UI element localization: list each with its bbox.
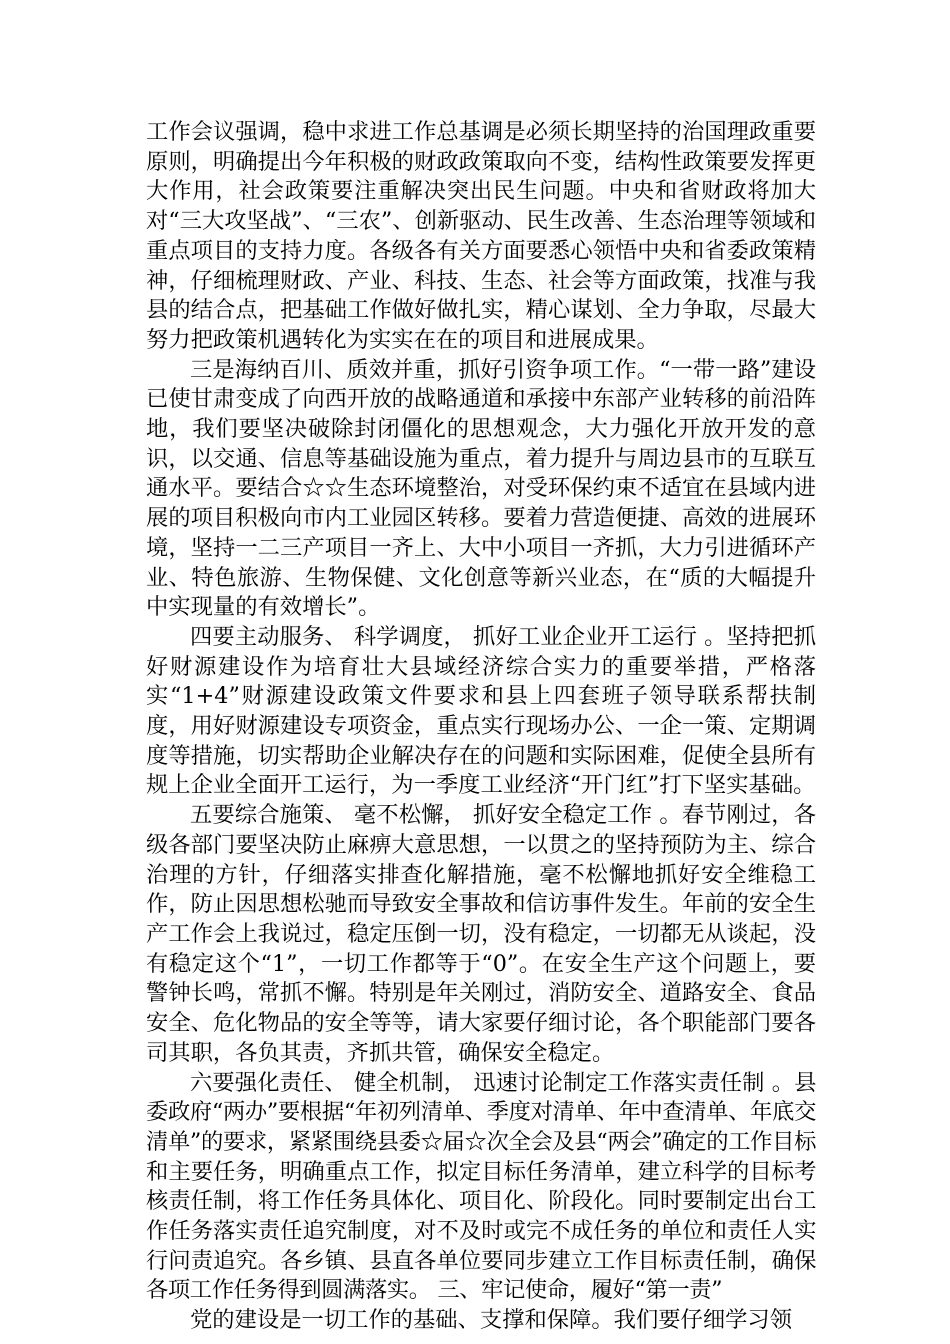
paragraph-investment-projects: 三是海纳百川、质效并重，抓好引资争项工作。“一带一路”建设已使甘肃变成了向西开放的战略通道和承接中东部产业转移的前沿阵地，我们要坚决破除封闭僵化的思想观念，大力强化开放开发的意识，以交通、信息等基础设施为重点，着力提升与周边县市的互联互通水平。要结合☆☆生态环境整治，对受环保约束不适宜在县域内进展的项目积极向市内工业园区转移。要着力营造便捷、高效的进展环境，坚持一二三产项目一齐上、大中小项目一齐抓，大力引进循环产业、特色旅游、生物保健、文化创意等新兴业态，在“质的大幅提升中实现量的有效增长”。	[146, 356, 816, 621]
paragraph-responsibility-system: 六要强化责任、 健全机制， 迅速讨论制定工作落实责任制 。县委政府“两办”要根据“年初列清单、季度对清单、年中查清单、年底交清单”的要求，紧紧围绕县委☆届☆次全会及县“两会”确定的工作目标和主要任务，明确重点工作，拟定目标任务清单，建立科学的目标考核责任制，将工作任务具体化、项目化、阶段化。同时要制定出台工作任务落实责任追究制度，对不及时或完不成任务的单位和责任人实行问责追究。各乡镇、县直各单位要同步建立工作目标责任制，确保各项工作任务得到圆满落实。 三、牢记使命，履好“第一责”	[146, 1069, 816, 1304]
paragraph-party-building: 党的建设是一切工作的基础、支撑和保障。我们要仔细学习领	[190, 1307, 793, 1334]
document-body	[146, 118, 816, 1336]
paragraph-safety-stability: 五要综合施策、 毫不松懈， 抓好安全稳定工作 。春节刚过，各级各部门要坚决防止麻痹大意思想，一以贯之的坚持预防为主、综合治理的方针，仔细落实排查化解措施，毫不松懈地抓好安全维稳工作，防止因思想松驰而导致安全事故和信访事件发生。年前的安全生产工作会上我说过，稳定压倒一切，没有稳定，一切都无从谈起，没有稳定这个“1”，一切工作都等于“0”。在安全生产这个问题上，要警钟长鸣，常抓不懈。特别是年关刚过，消防安全、道路安全、食品安全、危化物品的安全等等，请大家要仔细讨论，各个职能部门要各司其职，各负其责，齐抓共管，确保安全稳定。	[146, 802, 816, 1066]
paragraph-fiscal-policy: 工作会议强调，稳中求进工作总基调是必须长期坚持的治国理政重要原则，明确提出今年积极的财政政策取向不变，结构性政策要发挥更大作用，社会政策要注重解决突出民生问题。中央和省财政将加大对“三大攻坚战”、“三农”、创新驱动、民生改善、生态治理等领域和重点项目的支持力度。各级各有关方面要悉心领悟中央和省委政策精神，仔细梳理财政、产业、科技、生态、社会等方面政策，找准与我县的结合点，把基础工作做好做扎实，精心谋划、全力争取，尽最大努力把政策机遇转化为实实在在的项目和进展成果。	[146, 119, 816, 353]
paragraph-industrial-enterprises: 四要主动服务、 科学调度， 抓好工业企业开工运行 。坚持把抓好财源建设作为培育壮大县域经济综合实力的重要举措，严格落实“1+4”财源建设政策文件要求和县上四套班子领导联系帮扶制度，用好财源建设专项资金，重点实行现场办公、一企一策、定期调度等措施，切实帮助企业解决存在的问题和实际困难，促使全县所有规上企业全面开工运行，为一季度工业经济“开门红”打下坚实基础。	[146, 623, 816, 799]
